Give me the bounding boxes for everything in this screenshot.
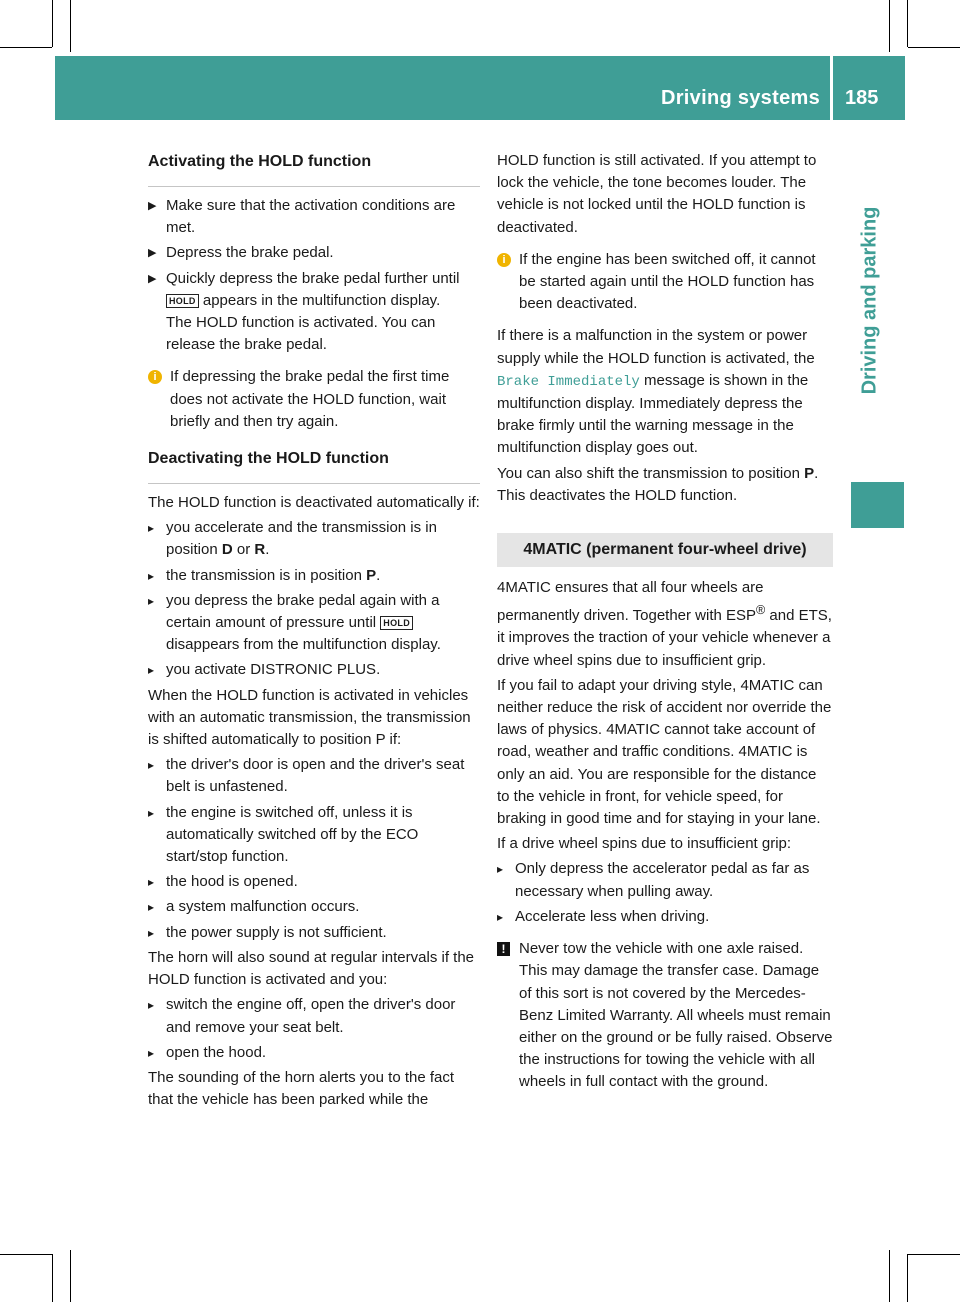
paragraph: If there is a malfunction in the system or power supply while the HOLD function is activated, the Brake Immediately message is shown in the multifunction display. Immediately depress the brake firmly until the warning message in the multifunction display goes out. bbox=[497, 327, 815, 457]
left-column bbox=[148, 150, 480, 1114]
crop-mark bbox=[908, 1254, 960, 1255]
info-note: i If depressing the brake pedal the first time does not activate the HOLD function, wait briefly and then try again. bbox=[148, 366, 480, 433]
paragraph: You can also shift the transmission to position P. This deactivates the HOLD function. bbox=[497, 464, 819, 504]
section-title: Driving systems bbox=[660, 87, 820, 109]
list-item: ▸ you accelerate and the transmission is in position D or R. bbox=[148, 517, 480, 561]
step-item: ▶ Quickly depress the brake pedal further until HOLD appears in the multifunction display. The HOLD function is activated. You can release the brake pedal. bbox=[148, 268, 480, 357]
crop-mark bbox=[907, 1254, 908, 1302]
crop-mark bbox=[0, 1254, 52, 1255]
step-item: ▶ Make sure that the activation conditions are met. bbox=[148, 195, 480, 239]
chapter-label: Driving and parking bbox=[858, 206, 881, 394]
crop-mark bbox=[52, 1254, 53, 1302]
crop-mark bbox=[70, 0, 71, 52]
list-item: ▸ the driver's door is open and the driver's seat belt is unfastened. bbox=[148, 754, 480, 798]
crop-mark bbox=[908, 47, 960, 48]
paragraph: If you fail to adapt your driving style, 4MATIC can neither reduce the risk of accident nor override the laws of physics. 4MATIC cannot take account of road, weather and traffic conditions. 4MATIC is only an aid. You are responsible for the distance to the vehicle in front, for vehicle speed, for braking in good time and for staying in your lane. bbox=[497, 676, 832, 828]
crop-mark bbox=[889, 0, 890, 52]
crop-mark bbox=[52, 0, 53, 47]
list-item: ▸ a system malfunction occurs. bbox=[148, 896, 480, 918]
step-item: ▶ Depress the brake pedal. bbox=[148, 242, 480, 264]
paragraph: 4MATIC ensures that all four wheels are permanently driven. Together with ESP® and ETS, it improves the traction of your vehicle whenever a drive wheel spins due to insufficient grip. bbox=[497, 579, 832, 669]
display-message: Brake Immediately bbox=[497, 373, 640, 390]
warning-icon: ! bbox=[497, 942, 510, 956]
warning-note: ! Never tow the vehicle with one axle raised. This may damage the transfer case. Damage of this sort is not covered by the Mercedes-Benz Limited Warranty. All wheels must remain either on the ground or be fully raised. Observe the instructions for towing the vehicle with all wheels in full contact with the ground. bbox=[497, 938, 833, 1093]
page-number: 185 bbox=[845, 87, 879, 109]
paragraph: If a drive wheel spins due to insufficient grip: bbox=[497, 835, 792, 853]
paragraph: The HOLD function is deactivated automatically if: bbox=[148, 494, 480, 512]
header-divider bbox=[830, 56, 833, 120]
list-item: ▸ the engine is switched off, unless it is automatically switched off by the ECO start/stop function. bbox=[148, 802, 480, 869]
list-item: ▸ Accelerate less when driving. bbox=[497, 906, 833, 928]
paragraph: HOLD function is still activated. If you attempt to lock the vehicle, the tone becomes louder. The vehicle is not locked until the HOLD function is deactivated. bbox=[497, 152, 817, 236]
list-item: ▸ you depress the brake pedal again with a certain amount of pressure until HOLD disappears from the multifunction display. bbox=[148, 590, 480, 657]
list-item: ▸ the hood is opened. bbox=[148, 871, 480, 893]
crop-mark bbox=[70, 1250, 71, 1302]
list-item: ▸ you activate DISTRONIC PLUS. bbox=[148, 659, 480, 681]
paragraph: The horn will also sound at regular intervals if the HOLD function is activated and you: bbox=[148, 948, 475, 989]
crop-mark bbox=[889, 1250, 890, 1302]
list-item: ▸ open the hood. bbox=[148, 1042, 480, 1064]
right-column bbox=[497, 150, 833, 1104]
info-note: i If the engine has been switched off, it cannot be started again until the HOLD function has been deactivated. bbox=[497, 249, 833, 316]
list-item: ▸ switch the engine off, open the driver's door and remove your seat belt. bbox=[148, 994, 480, 1038]
heading-4matic: 4MATIC (permanent four-wheel drive) bbox=[497, 533, 833, 567]
crop-mark bbox=[907, 0, 908, 47]
crop-mark bbox=[0, 47, 52, 48]
chapter-tab-marker bbox=[851, 482, 904, 528]
info-icon: i bbox=[497, 253, 511, 267]
hold-icon: HOLD bbox=[166, 294, 199, 308]
list-item: ▸ Only depress the accelerator pedal as far as necessary when pulling away. bbox=[497, 858, 833, 902]
list-item: ▸ the power supply is not sufficient. bbox=[148, 922, 480, 944]
hold-icon: HOLD bbox=[380, 616, 413, 630]
heading-deactivating: Deactivating the HOLD function bbox=[148, 447, 480, 484]
info-icon: i bbox=[148, 370, 162, 384]
heading-activating: Activating the HOLD function bbox=[148, 150, 480, 187]
list-item: ▸ the transmission is in position P. bbox=[148, 565, 480, 587]
paragraph: When the HOLD function is activated in vehicles with an automatic transmission, the transmission is shifted automatically to position P if: bbox=[148, 686, 471, 749]
paragraph: The sounding of the horn alerts you to the fact that the vehicle has been parked while the bbox=[148, 1068, 455, 1109]
